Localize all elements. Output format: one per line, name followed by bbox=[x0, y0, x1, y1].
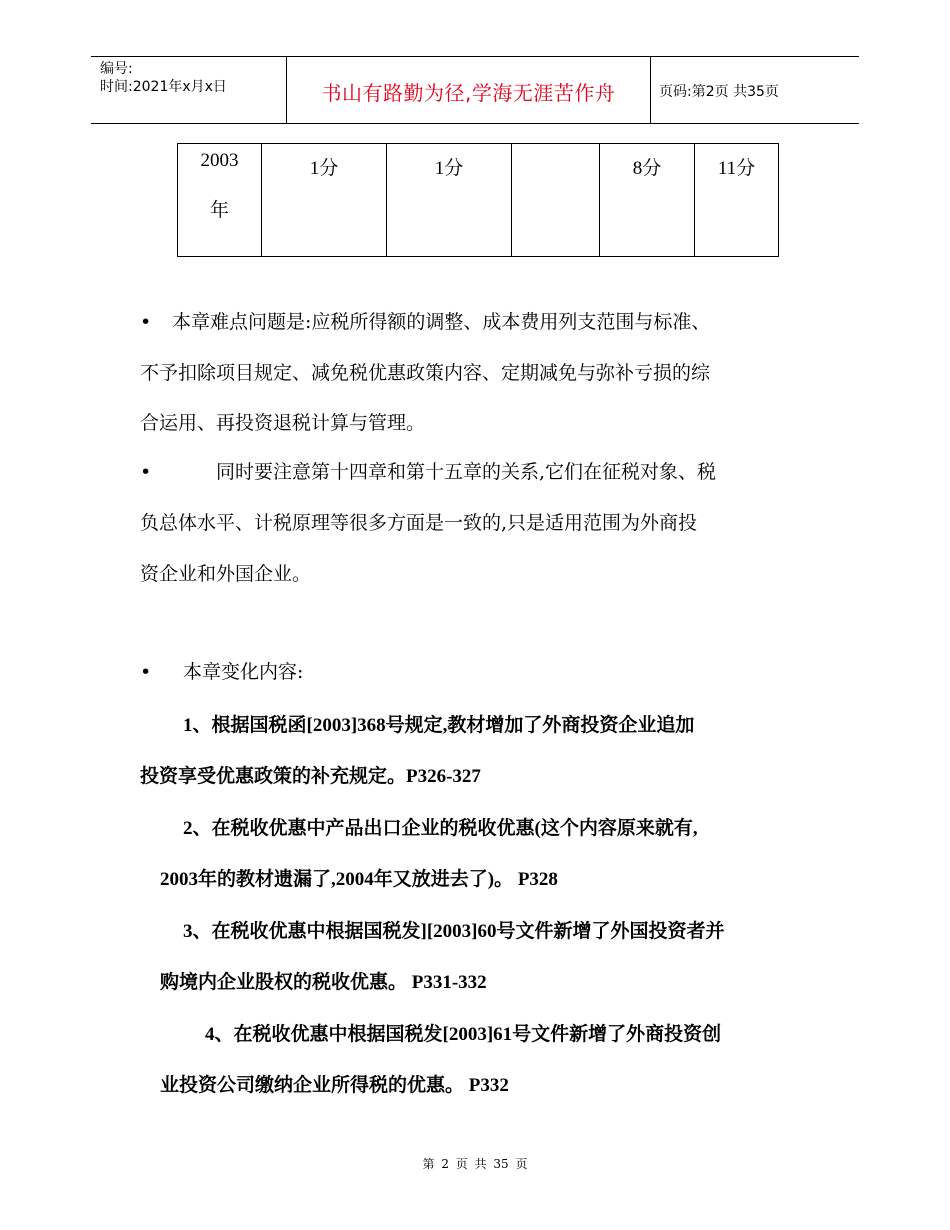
header-motto-cell bbox=[286, 57, 651, 123]
change-2-line-1: 2、在税收优惠中产品出口企业的税收优惠(这个内容原来就有, bbox=[183, 818, 698, 839]
relation-line-1: 同时要注意第十四章和第十五章的关系,它们在征税对象、税 bbox=[216, 461, 717, 483]
year-unit: 年 bbox=[209, 200, 229, 221]
table-cell: 11分 bbox=[695, 144, 779, 257]
change-3-line-1: 3、在税收优惠中根据国税发][2003]60号文件新增了外国投资者并 bbox=[183, 921, 725, 942]
bullet: • bbox=[140, 661, 152, 683]
table-cell: 8分 bbox=[600, 144, 695, 257]
change-3-line-2: 购境内企业股权的税收优惠。 P331-332 bbox=[160, 972, 487, 993]
page-footer: 第 2 页 共 35 页 bbox=[422, 1157, 528, 1171]
relation-line-2: 负总体水平、计税原理等很多方面是一致的,只是适用范围为外商投 bbox=[140, 512, 698, 534]
changes-title: 本章变化内容: bbox=[183, 661, 304, 683]
header-page-info: 页码:第2页 共35页 bbox=[659, 84, 779, 100]
table-cell: 1分 bbox=[387, 144, 512, 257]
relation-line-3: 资企业和外国企业。 bbox=[140, 563, 312, 585]
page-header bbox=[91, 56, 859, 124]
difficulty-line-1: 本章难点问题是:应税所得额的调整、成本费用列支范围与标准、 bbox=[172, 311, 711, 333]
change-1-line-2: 投资享受优惠政策的补充规定。P326-327 bbox=[140, 766, 481, 787]
time-label: 时间:2021年x月x日 bbox=[100, 79, 227, 95]
change-4-line-1: 4、在税收优惠中根据国税发[2003]61号文件新增了外商投资创 bbox=[205, 1024, 722, 1045]
number-label: 编号: bbox=[100, 61, 133, 77]
score-table bbox=[177, 143, 779, 257]
table-cell: 1分 bbox=[262, 144, 387, 257]
header-page-cell bbox=[650, 57, 859, 123]
change-4-line-2: 业投资公司缴纳企业所得税的优惠。 P332 bbox=[160, 1075, 509, 1096]
table-cell-year bbox=[178, 144, 262, 257]
change-1-line-1: 1、根据国税函[2003]368号规定,教材增加了外商投资企业追加 bbox=[183, 715, 695, 736]
bullet: • bbox=[140, 461, 152, 483]
table-row bbox=[178, 144, 779, 257]
header-left-cell bbox=[91, 57, 286, 123]
year-number: 2003 bbox=[200, 150, 239, 171]
bullet: • bbox=[140, 311, 152, 333]
table-cell bbox=[512, 144, 600, 257]
difficulty-line-2: 不予扣除项目规定、减免税优惠政策内容、定期减免与弥补亏损的综 bbox=[140, 362, 711, 384]
change-2-line-2: 2003年的教材遗漏了,2004年又放进去了)。 P328 bbox=[160, 869, 558, 890]
header-motto: 书山有路勤为径,学海无涯苦作舟 bbox=[321, 81, 616, 105]
difficulty-line-3: 合运用、再投资退税计算与管理。 bbox=[140, 412, 426, 434]
